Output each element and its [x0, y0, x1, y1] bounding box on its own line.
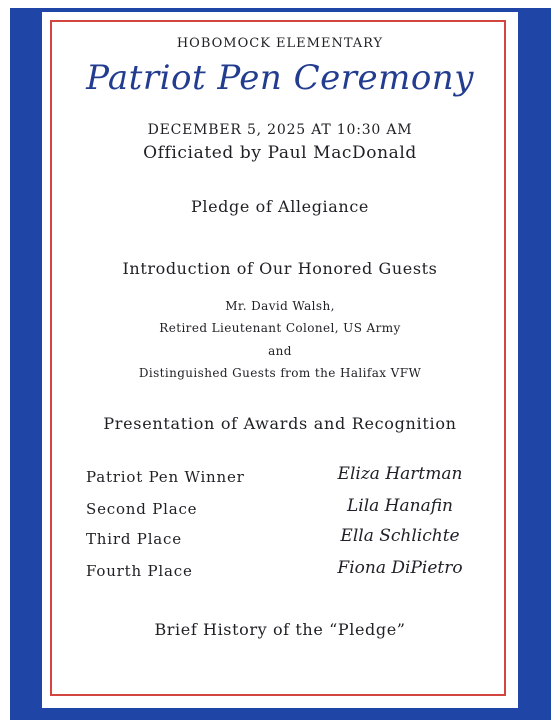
guest-line: and: [268, 344, 292, 358]
guest-line: Retired Lieutenant Colonel, US Army: [159, 321, 401, 335]
award-place: Patriot Pen Winner: [86, 468, 245, 486]
award-winner-name: Ella Schlichte: [340, 526, 460, 546]
award-place: Fourth Place: [86, 562, 193, 580]
school-name: HOBOMOCK ELEMENTARY: [176, 36, 384, 51]
date-time: DECEMBER 5, 2025 AT 10:30 AM: [147, 122, 413, 138]
officiant: Officiated by Paul MacDonald: [143, 143, 417, 163]
award-place: Second Place: [86, 500, 198, 518]
ceremony-title: Patriot Pen Ceremony: [86, 58, 474, 98]
program-item-pledge: Pledge of Allegiance: [191, 197, 369, 216]
award-winner-name: Eliza Hartman: [337, 464, 463, 484]
program-item-history: Brief History of the “Pledge”: [154, 620, 406, 639]
award-winner-name: Fiona DiPietro: [337, 558, 463, 578]
award-winner-name: Lila Hanafin: [346, 496, 454, 516]
guest-line: Distinguished Guests from the Halifax VFW: [138, 366, 422, 380]
program-item-introduction: Introduction of Our Honored Guests: [122, 259, 438, 278]
guest-line: Mr. David Walsh,: [225, 299, 335, 313]
awards-heading: Presentation of Awards and Recognition: [103, 414, 457, 433]
award-place: Third Place: [86, 530, 182, 548]
